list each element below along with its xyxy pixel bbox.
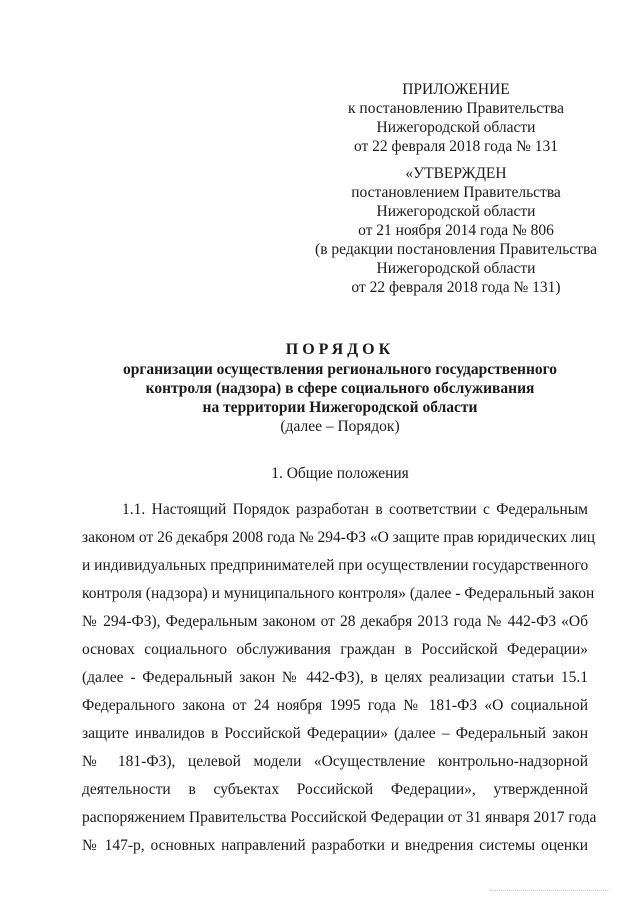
- paragraph-line: контроля (надзора) и муниципального контроля» (далее - Федеральный закон: [82, 585, 595, 602]
- paragraph-line: № 147-р, основных направлений разработки и внедрения системы оценки: [82, 837, 588, 854]
- appendix-line: Нижегородской области: [376, 119, 536, 136]
- approved-line: Нижегородской области: [376, 260, 536, 277]
- approved-line: постановлением Правительства: [351, 184, 561, 201]
- appendix-title: ПРИЛОЖЕНИЕ: [402, 81, 510, 98]
- paragraph-line: основах социального обслуживания граждан в Российской Федерации»: [82, 641, 588, 658]
- approval-stamp-text: [306, 164, 606, 297]
- paragraph-1-1: [82, 496, 597, 860]
- approved-line: от 22 февраля 2018 года № 131): [351, 279, 561, 296]
- title-subtitle: организации осуществления регионального государственного: [122, 361, 558, 378]
- paragraph-line: распоряжением Правительства Российской Федерации от 31 января 2017 года: [82, 809, 597, 826]
- title-subtitle: контроля (надзора) в сфере социального обслуживания: [145, 380, 535, 397]
- title-abbreviation: (далее – Порядок): [280, 418, 400, 435]
- document-title: [70, 340, 610, 436]
- scan-footer-mark: [490, 890, 610, 897]
- approved-line: Нижегородской области: [376, 203, 536, 220]
- title-main: ПОРЯДОК: [285, 341, 395, 358]
- paragraph-line: № 181-ФЗ), целевой модели «Осуществление контрольно-надзорной: [82, 753, 588, 770]
- appendix-header: [306, 80, 606, 156]
- paragraph-line: защите инвалидов в Российской Федерации» (далее – Федеральный закон: [82, 725, 588, 742]
- paragraph-line: деятельности в субъектах Российской Федерации», утвержденной: [82, 781, 588, 798]
- approved-line: от 21 ноября 2014 года № 806: [358, 222, 554, 239]
- paragraph-line: (далее - Федеральный закон № 442-ФЗ), в целях реализации статьи 15.1: [82, 669, 588, 686]
- paragraph-line: законом от 26 декабря 2008 года № 294-ФЗ «О защите прав юридических лиц: [82, 529, 596, 546]
- approved-line: «УТВЕРЖДЕН: [405, 165, 507, 182]
- approved-line: (в редакции постановления Правительства: [315, 241, 597, 258]
- section-heading: 1. Общие положения: [271, 465, 409, 482]
- paragraph-line: 1.1. Настоящий Порядок разработан в соответствии с Федеральным: [122, 501, 588, 518]
- title-subtitle: на территории Нижегородской области: [202, 399, 478, 416]
- appendix-line: к постановлению Правительства: [348, 100, 564, 117]
- paragraph-line: № 294-ФЗ), Федеральным законом от 28 декабря 2013 года № 442-ФЗ «Об: [82, 613, 588, 630]
- paragraph-line: и индивидуальных предпринимателей при осуществлении государственного: [82, 557, 589, 574]
- paragraph-line: Федерального закона от 24 ноября 1995 года № 181-ФЗ «О социальной: [82, 697, 588, 714]
- appendix-line: от 22 февраля 2018 года № 131: [353, 138, 559, 155]
